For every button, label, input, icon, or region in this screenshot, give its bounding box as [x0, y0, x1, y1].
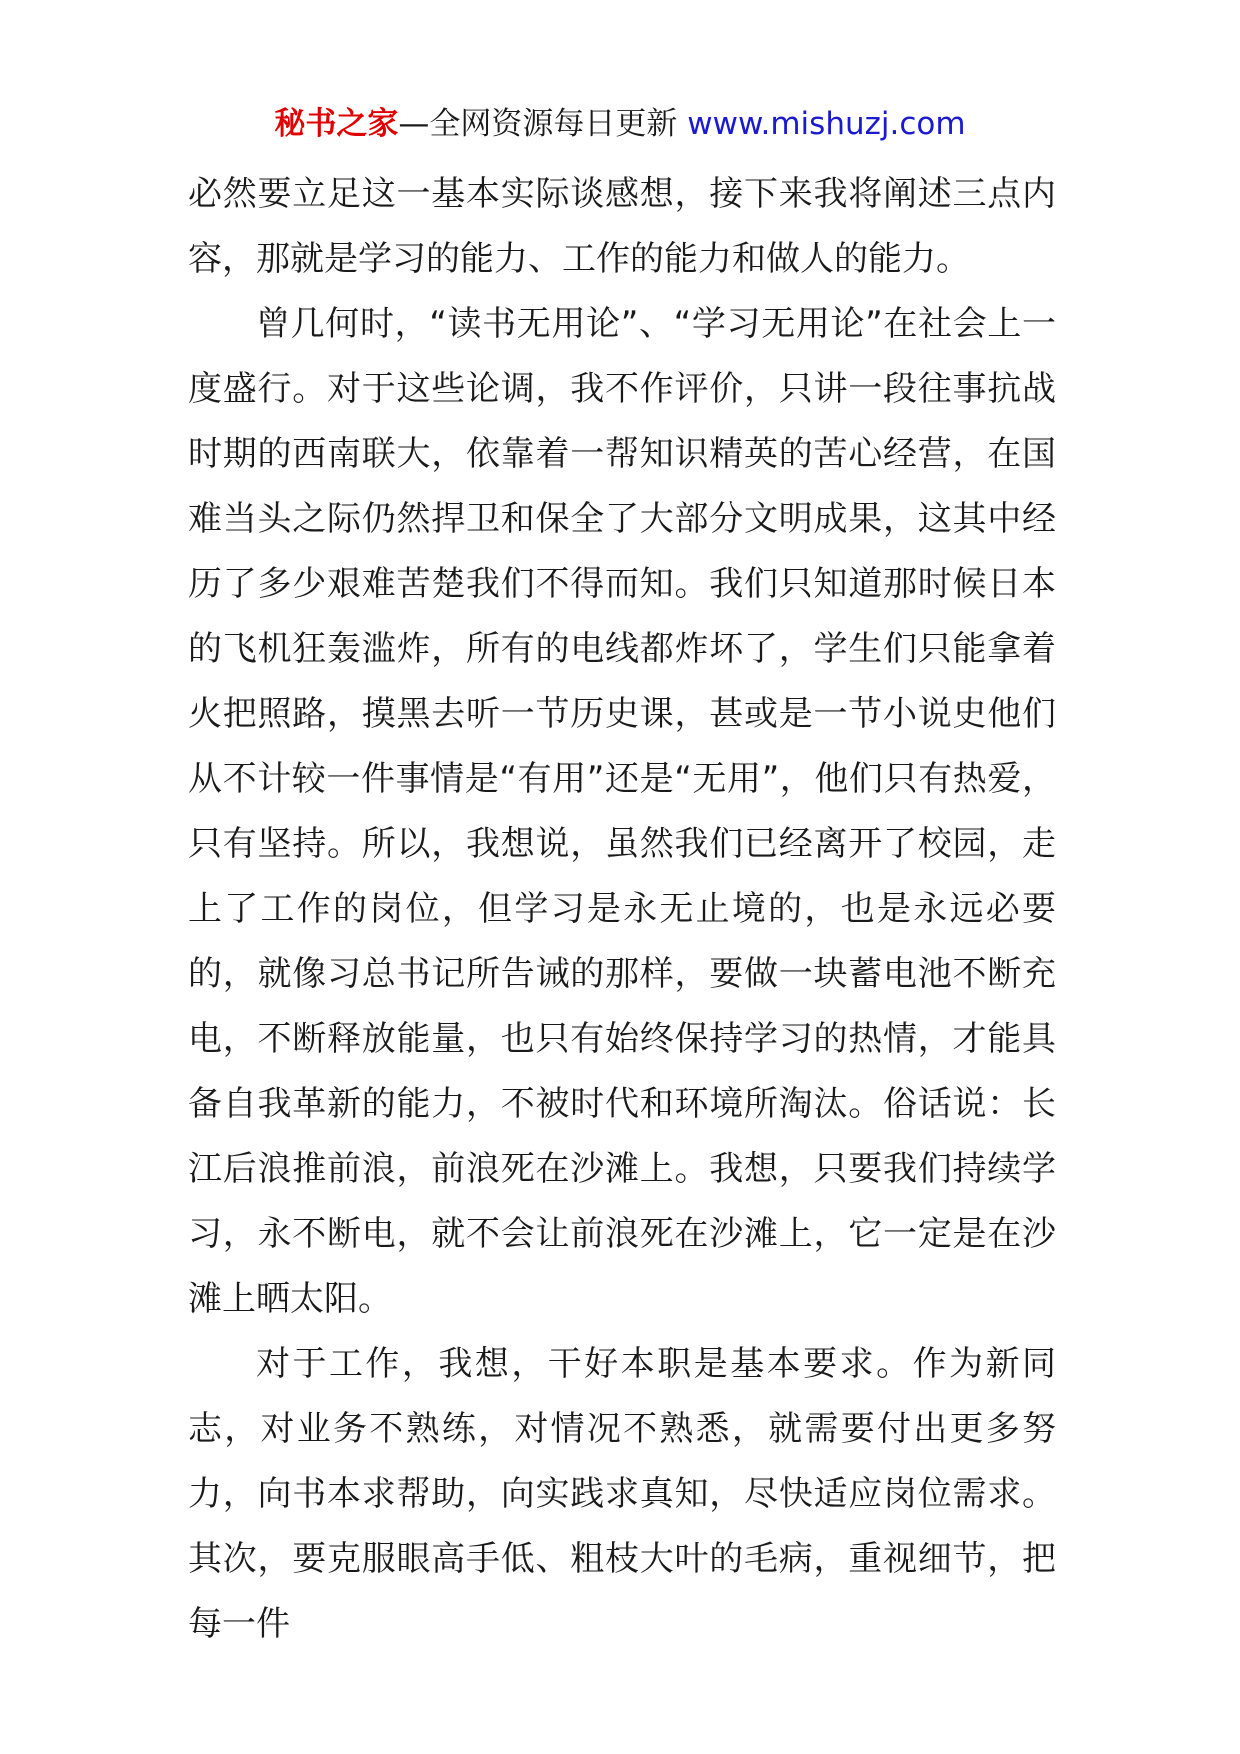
paragraph-3: 对于工作，我想，干好本职是基本要求。作为新同志，对业务不熟练，对情况不熟悉，就需要付出更多努力，向书本求帮助，向实践求真知，尽快适应岗位需求。其次，要克服眼高手低、粗枝大叶的毛病，重视细节，把每一件 [188, 1344, 1056, 1644]
paragraph-2: 曾几何时，“读书无用论”、“学习无用论”在社会上一度盛行。对于这些论调，我不作评价，只讲一段往事抗战时期的西南联大，依靠着一帮知识精英的苦心经营，在国难当头之际仍然捍卫和保全了大部分文明成果，这其中经历了多少艰难苦楚我们不得而知。我们只知道那时候日本的飞机狂轰滥炸，所有的电线都炸坏了，学生们只能拿着火把照路，摸黑去听一节历史课，甚或是一节小说史他们从不计较一件事情是“有用”还是“无用”，他们只有热爱，只有坚持。所以，我想说，虽然我们已经离开了校园，走上了工作的岗位，但学习是永无止境的，也是永远必要的，就像习总书记所告诫的那样，要做一块蓄电池不断充电，不断释放能量，也只有始终保持学习的热情，才能具备自我革新的能力，不被时代和环境所淘汰。俗话说：长江后浪推前浪，前浪死在沙滩上。我想，只要我们持续学习，永不断电，就不会让前浪死在沙滩上，它一定是在沙滩上晒太阳。 [188, 304, 1056, 1319]
site-brand: 秘书之家 [274, 106, 399, 142]
paragraph-1: 必然要立足这一基本实际谈感想，接下来我将阐述三点内容，那就是学习的能力、工作的能力和做人的能力。 [188, 174, 1056, 279]
site-tagline: —全网资源每日更新 [398, 106, 678, 142]
site-url-link[interactable]: www.mishuzj.com [687, 106, 966, 142]
document-body [188, 162, 1056, 1657]
page-header [0, 100, 1240, 148]
